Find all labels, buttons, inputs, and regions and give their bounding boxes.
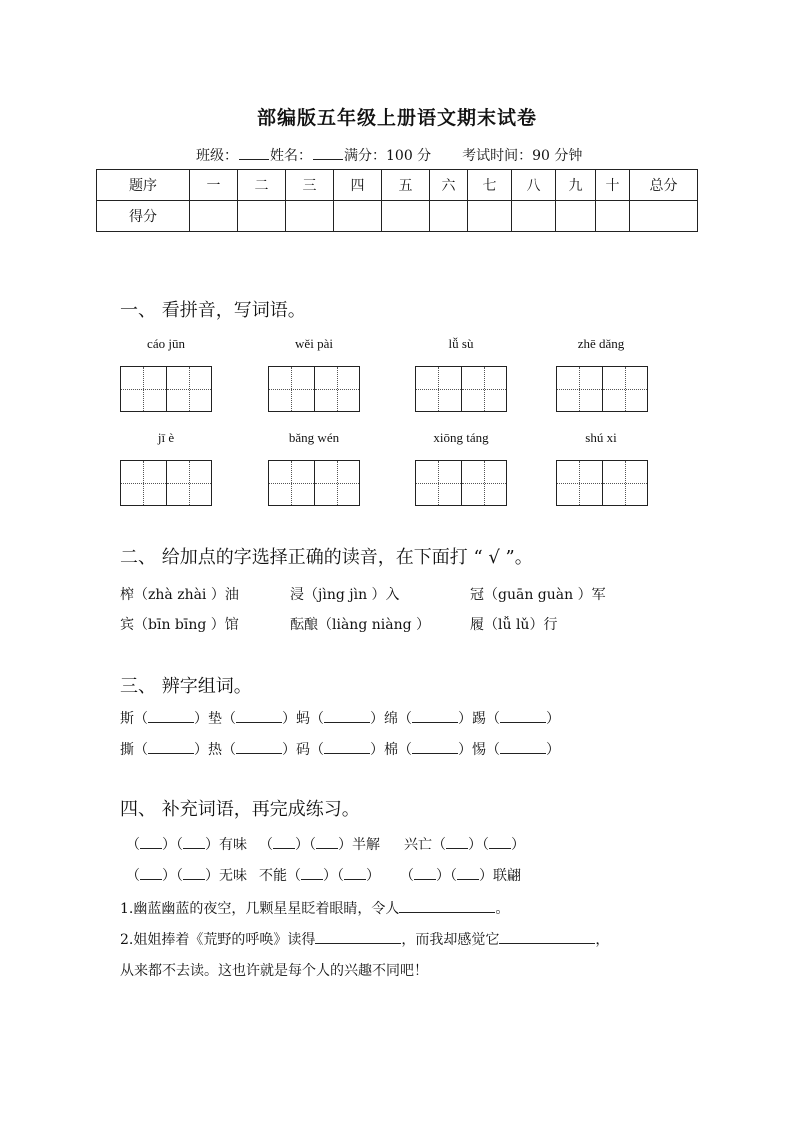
idiom-word: 不能 xyxy=(259,868,287,884)
char: 垫 xyxy=(208,711,222,727)
blank[interactable] xyxy=(446,834,468,849)
score-cell[interactable] xyxy=(382,201,430,232)
blank[interactable] xyxy=(324,739,370,754)
reading-item-3[interactable]: 冠（guān guàn ）军 xyxy=(470,587,606,603)
char: 棉 xyxy=(384,742,398,758)
char: 踢 xyxy=(472,711,486,727)
char: 撕 xyxy=(120,742,134,758)
writing-boxes-6[interactable] xyxy=(268,460,360,506)
score-row-label: 得分 xyxy=(97,201,190,232)
score-cell[interactable] xyxy=(286,201,334,232)
header-cell: 九 xyxy=(556,170,596,201)
blank[interactable] xyxy=(500,739,546,754)
section-4-heading: 四、 补充词语，再完成练习。 xyxy=(120,799,360,820)
char: 热 xyxy=(208,742,222,758)
blank[interactable] xyxy=(301,865,323,880)
blank[interactable] xyxy=(148,739,194,754)
question-1-text: 1.幽蓝幽蓝的夜空，几颗星星眨着眼睛，令人 xyxy=(120,901,400,917)
score-table xyxy=(96,169,698,232)
score-cell[interactable] xyxy=(334,201,382,232)
blank[interactable] xyxy=(399,898,495,913)
header-cell: 八 xyxy=(512,170,556,201)
writing-boxes-3[interactable] xyxy=(415,366,507,412)
word-group-row-1: 斯（ ）垫（ ）蚂（ ）绵（ ）踢（ ） xyxy=(120,708,560,728)
blank[interactable] xyxy=(140,865,162,880)
score-cell[interactable] xyxy=(556,201,596,232)
score-header-row xyxy=(97,170,698,201)
section-3-heading: 三、 辨字组词。 xyxy=(120,676,252,697)
char: 蚂 xyxy=(296,711,310,727)
idiom-word: 半解 xyxy=(352,837,380,853)
header-cell: 四 xyxy=(334,170,382,201)
score-cell[interactable] xyxy=(190,201,238,232)
header-cell: 二 xyxy=(238,170,286,201)
full-score: 满分：100 分 xyxy=(344,148,432,164)
score-cell[interactable] xyxy=(468,201,512,232)
reading-item-1[interactable]: 榨（zhà zhài ）油 xyxy=(120,587,239,603)
score-cell[interactable] xyxy=(430,201,468,232)
writing-boxes-1[interactable] xyxy=(120,366,212,412)
blank[interactable] xyxy=(236,708,282,723)
pinyin-8: shú xi xyxy=(585,430,617,445)
blank[interactable] xyxy=(412,739,458,754)
writing-boxes-4[interactable] xyxy=(556,366,648,412)
question-2-comma: ， xyxy=(595,932,610,948)
header-cell: 总分 xyxy=(630,170,698,201)
blank[interactable] xyxy=(183,865,205,880)
blank[interactable] xyxy=(457,865,479,880)
idiom-word: 有味 xyxy=(219,837,247,853)
question-2-continued: 从来都不去读。这也许就是每个人的兴趣不同吧！ xyxy=(120,963,428,979)
header-cell: 三 xyxy=(286,170,334,201)
writing-boxes-5[interactable] xyxy=(120,460,212,506)
blank[interactable] xyxy=(489,834,511,849)
blank[interactable] xyxy=(236,739,282,754)
blank[interactable] xyxy=(499,929,595,944)
writing-boxes-8[interactable] xyxy=(556,460,648,506)
blank[interactable] xyxy=(148,708,194,723)
class-blank[interactable] xyxy=(239,159,269,160)
page-title: 部编版五年级上册语文期末试卷 xyxy=(256,107,537,129)
pinyin-5: jī è xyxy=(157,430,175,445)
blank[interactable] xyxy=(414,865,436,880)
header-cell: 题序 xyxy=(97,170,190,201)
blank[interactable] xyxy=(324,708,370,723)
pinyin-2: wěi pài xyxy=(295,336,333,351)
question-2-text: 2.姐姐捧着《荒野的呼唤》读得 xyxy=(120,932,316,948)
idiom-word: 兴亡 xyxy=(404,837,432,853)
pinyin-4: zhē dǎng xyxy=(577,336,625,351)
blank[interactable] xyxy=(412,708,458,723)
section-2-heading: 二、 给加点的字选择正确的读音，在下面打 “ √ ”。 xyxy=(120,547,533,568)
char: 绵 xyxy=(384,711,398,727)
reading-item-6[interactable]: 履（lǚ lǔ）行 xyxy=(470,617,558,633)
header-cell: 一 xyxy=(190,170,238,201)
reading-item-4[interactable]: 宾（bīn bīng ）馆 xyxy=(120,617,239,633)
writing-boxes-2[interactable] xyxy=(268,366,360,412)
blank[interactable] xyxy=(344,865,366,880)
reading-item-5[interactable]: 酝酿（liàng niàng ） xyxy=(290,617,430,633)
char: 码 xyxy=(296,742,310,758)
blank[interactable] xyxy=(273,834,295,849)
header-cell: 七 xyxy=(468,170,512,201)
score-row xyxy=(97,201,698,232)
score-cell[interactable] xyxy=(596,201,630,232)
blank[interactable] xyxy=(315,929,401,944)
name-label: 姓名： xyxy=(270,148,312,164)
section-1-heading: 一、 看拼音，写词语。 xyxy=(120,300,306,321)
blank[interactable] xyxy=(140,834,162,849)
pinyin-1: cáo jūn xyxy=(147,336,185,351)
idiom-word: 无味 xyxy=(219,868,247,884)
char: 斯 xyxy=(120,711,134,727)
word-group-row-2: 撕（ ）热（ ）码（ ）棉（ ）惕（ ） xyxy=(120,739,560,759)
score-cell[interactable] xyxy=(512,201,556,232)
writing-boxes-7[interactable] xyxy=(415,460,507,506)
pinyin-3: lǚ sù xyxy=(448,336,474,351)
idiom-row-2: （ ）（ ）无味 不能（ ）（ ） （ ）（ ）联翩 xyxy=(126,865,521,885)
score-cell[interactable] xyxy=(630,201,698,232)
exam-time: 考试时间：90 分钟 xyxy=(462,148,583,164)
score-cell[interactable] xyxy=(238,201,286,232)
pinyin-6: bǎng wén xyxy=(288,430,340,445)
blank[interactable] xyxy=(316,834,338,849)
char: 惕 xyxy=(472,742,486,758)
class-label: 班级： xyxy=(196,148,238,164)
header-cell: 六 xyxy=(430,170,468,201)
exam-info xyxy=(196,145,582,165)
idiom-row-1: （ ）（ ）有味 （ ）（ ）半解 兴亡（ ）（ ） xyxy=(126,834,525,854)
question-1 xyxy=(120,898,509,918)
header-cell: 十 xyxy=(596,170,630,201)
blank[interactable] xyxy=(183,834,205,849)
blank[interactable] xyxy=(500,708,546,723)
question-2 xyxy=(120,929,609,949)
name-blank[interactable] xyxy=(313,159,343,160)
question-1-end: 。 xyxy=(495,901,510,917)
header-cell: 五 xyxy=(382,170,430,201)
pinyin-7: xiōng táng xyxy=(433,430,489,445)
question-2-mid: ，而我却感觉它 xyxy=(401,932,500,948)
idiom-word: 联翩 xyxy=(493,868,521,884)
reading-item-2[interactable]: 浸（jìng jìn ）入 xyxy=(290,587,400,603)
